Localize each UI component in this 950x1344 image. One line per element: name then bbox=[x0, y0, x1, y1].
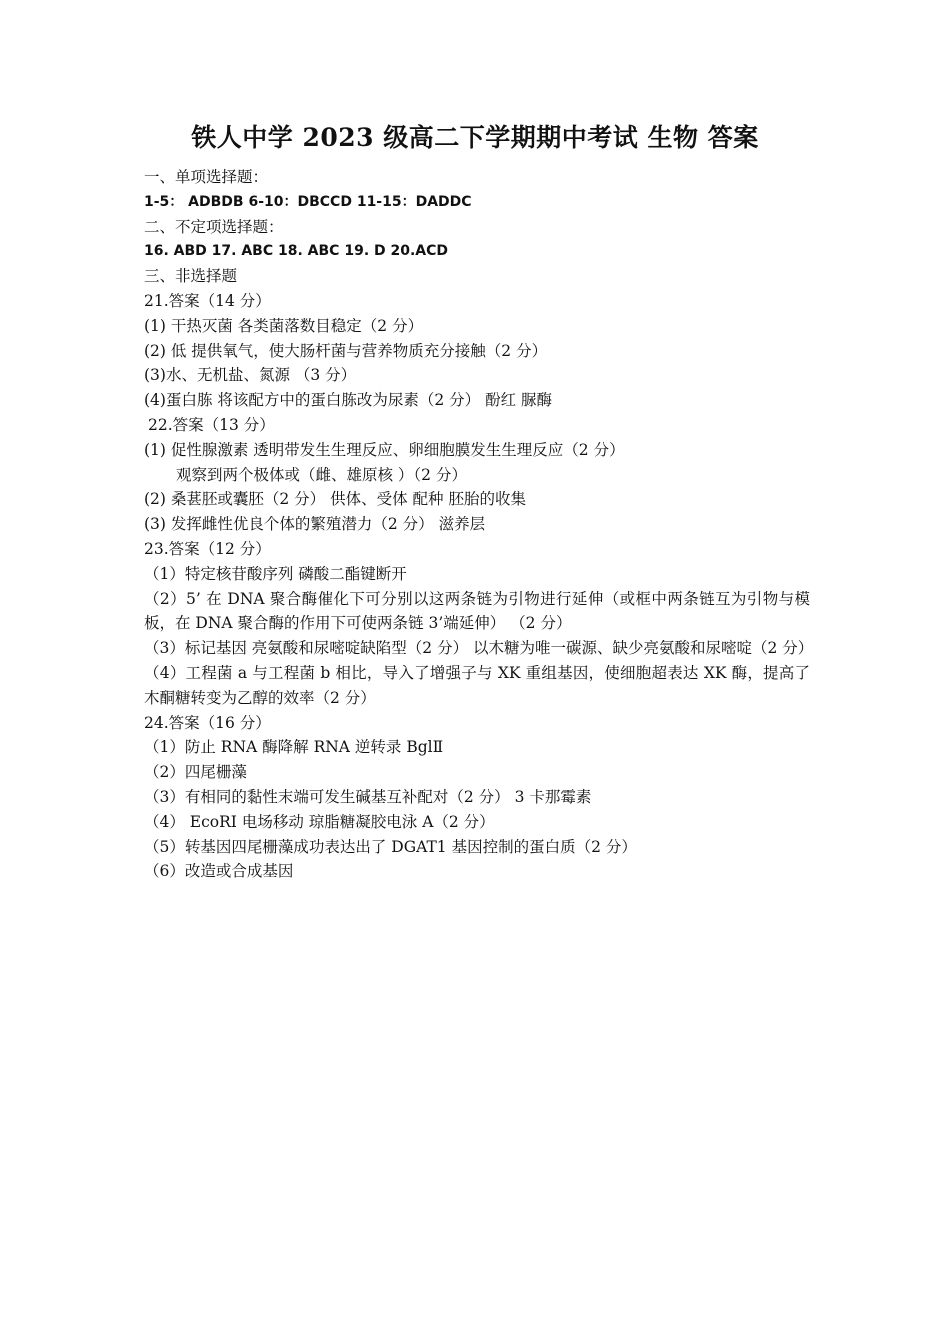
question-24-heading: 24.答案（16 分） bbox=[144, 713, 271, 732]
section-heading-multiple-choice: 二、不定项选择题： bbox=[144, 217, 284, 236]
answer-line: (2) 桑葚胚或囊胚（2 分） 供体、受体 配种 胚胎的收集 bbox=[144, 490, 526, 509]
document-title: 铁人中学 2023 级高二下学期期中考试 生物 答案 bbox=[191, 123, 759, 152]
answer-paragraph: （4）工程菌 a 与工程菌 b 相比，导入了增强子与 XK 重组基因，使细胞超表达 XK 酶，提高了木酮糖转变为乙醇的效率（2 分） bbox=[144, 663, 810, 707]
answer-content bbox=[144, 165, 814, 884]
answer-line: （1）防止 RNA 酶降解 RNA 逆转录 BglⅡ bbox=[144, 738, 444, 757]
answer-line: （1）特定核苷酸序列 磷酸二酯键断开 bbox=[144, 564, 407, 583]
answer-line: （4） EcoRI 电场移动 琼脂糖凝胶电泳 A（2 分） bbox=[144, 812, 495, 831]
answer-line: （3）有相同的黏性末端可发生碱基互补配对（2 分） 3 卡那霉素 bbox=[144, 787, 592, 806]
section-heading-single-choice: 一、单项选择题： bbox=[144, 168, 269, 186]
answer-paragraph: （3）标记基因 亮氨酸和尿嘧啶缺陷型（2 分） 以木糖为唯一碳源、缺少亮氨酸和尿嘧啶（2 分） bbox=[144, 639, 814, 658]
question-22-heading: 22.答案（13 分） bbox=[148, 415, 275, 434]
answer-line: （6）改造或合成基因 bbox=[144, 862, 294, 881]
answer-line: （5）转基因四尾栅藻成功表达出了 DGAT1 基因控制的蛋白质（2 分） bbox=[144, 837, 637, 856]
answer-line: (1) 促性腺激素 透明带发生生理反应、卵细胞膜发生生理反应（2 分） bbox=[144, 440, 625, 459]
answer-line: 观察到两个极体或（雌、雄原核 ）（2 分） bbox=[176, 465, 467, 484]
multiple-choice-answers: 16. ABD 17. ABC 18. ABC 19. D 20.ACD bbox=[144, 243, 449, 260]
answer-line: (2) 低 提供氧气，使大肠杆菌与营养物质充分接触（2 分） bbox=[144, 341, 548, 360]
question-23-heading: 23.答案（12 分） bbox=[144, 539, 271, 558]
answer-line: (1) 干热灭菌 各类菌落数目稳定（2 分） bbox=[144, 316, 424, 335]
single-choice-answers: 1-5： ADBDB 6-10：DBCCD 11-15：DADDC bbox=[144, 193, 472, 210]
answer-line: (4)蛋白胨 将该配方中的蛋白胨改为尿素（2 分） 酚红 脲酶 bbox=[144, 391, 553, 410]
section-heading-non-choice: 三、非选择题 bbox=[144, 267, 238, 286]
answer-line: (3) 发挥雌性优良个体的繁殖潜力（2 分） 滋养层 bbox=[144, 515, 486, 534]
answer-line: （2）四尾栅藻 bbox=[144, 763, 247, 782]
answer-paragraph: （2）5’ 在 DNA 聚合酶催化下可分别以这两条链为引物进行延伸（或框中两条链互为引物与模板，在 DNA 聚合酶的作用下可使两条链 3’端延伸） （2 分） bbox=[144, 589, 810, 633]
answer-line: (3)水、无机盐、氮源 （3 分） bbox=[144, 366, 357, 385]
question-21-heading: 21.答案（14 分） bbox=[144, 291, 271, 310]
